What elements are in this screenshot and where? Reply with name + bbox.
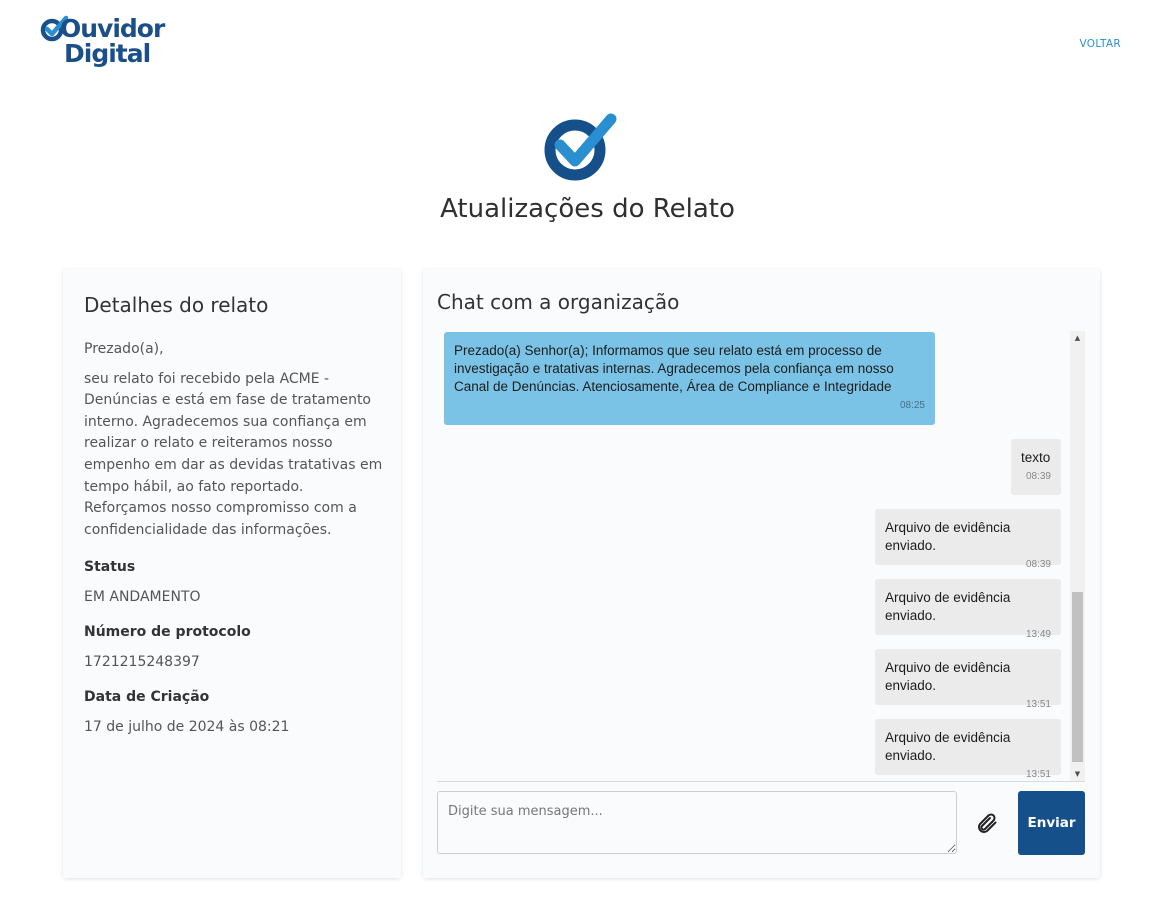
brand-logo[interactable] [40, 14, 165, 74]
message-time: 13:49 [1025, 629, 1051, 640]
chat-message-user [875, 649, 1061, 710]
protocol-label: Número de protocolo [84, 624, 251, 640]
created-date-value: 17 de julho de 2024 às 08:21 [84, 719, 290, 735]
message-text: Arquivo de evidência enviado. [885, 660, 1011, 693]
message-input[interactable] [437, 791, 957, 854]
details-greeting: Prezado(a), [84, 341, 164, 357]
message-text: texto [1021, 450, 1051, 465]
message-time: 08:39 [1025, 471, 1051, 482]
details-intro [84, 339, 384, 549]
details-heading: Detalhes do relato [84, 293, 269, 317]
message-time: 08:25 [899, 400, 925, 411]
message-text: Arquivo de evidência enviado. [885, 730, 1011, 763]
chat-heading: Chat com a organização [437, 290, 680, 314]
message-time: 08:39 [1025, 559, 1051, 570]
chat-messages[interactable] [437, 331, 1071, 781]
scroll-down-arrow-icon[interactable]: ▼ [1074, 770, 1081, 778]
page-title: Atualizações do Relato [440, 194, 735, 224]
chat-message-user [875, 509, 1061, 570]
message-time: 13:51 [1025, 769, 1051, 780]
protocol-value: 1721215248397 [84, 654, 200, 670]
details-body: seu relato foi recebido pela ACME - Denúncias e está em fase de tratamento interno. Agradecemos sua confiança em realizar o relato e reiteramos nosso empenho em dar as devidas tratativas em tempo hábil, ao fato reportado. Reforçamos nosso compromisso com a confidencialidade das informações. [84, 370, 383, 538]
status-value: EM ANDAMENTO [84, 589, 201, 605]
chat-message-user [875, 579, 1061, 640]
checkmark-circle-icon [543, 110, 619, 182]
message-text: Arquivo de evidência enviado. [885, 590, 1011, 623]
report-details-card [63, 269, 401, 878]
chat-scrollbar[interactable] [1070, 331, 1085, 781]
chat-message-user [1011, 439, 1061, 495]
chat-message-organization [444, 332, 935, 425]
message-text: Prezado(a) Senhor(a); Informamos que seu relato está em processo de investigação e tratativas internas. Agradecemos pela confiança em nosso Canal de Denúncias. Atenciosamente, Área de Compliance e Integridade [454, 343, 894, 394]
paperclip-icon[interactable] [975, 811, 999, 835]
scrollbar-thumb[interactable] [1072, 592, 1083, 762]
send-button[interactable]: Enviar [1018, 791, 1085, 855]
chat-message-user [875, 719, 1061, 780]
status-label: Status [84, 559, 136, 575]
message-text: Arquivo de evidência enviado. [885, 520, 1011, 553]
back-link[interactable]: VOLTAR [1079, 38, 1121, 50]
chat-divider [437, 781, 1085, 782]
logo-text-line2: Digital [64, 39, 151, 68]
chat-card [423, 269, 1100, 878]
created-date-label: Data de Criação [84, 689, 210, 705]
scroll-up-arrow-icon[interactable]: ▲ [1074, 334, 1081, 342]
message-time: 13:51 [1025, 699, 1051, 710]
logo-text-line1: Ouvidor [60, 14, 165, 43]
